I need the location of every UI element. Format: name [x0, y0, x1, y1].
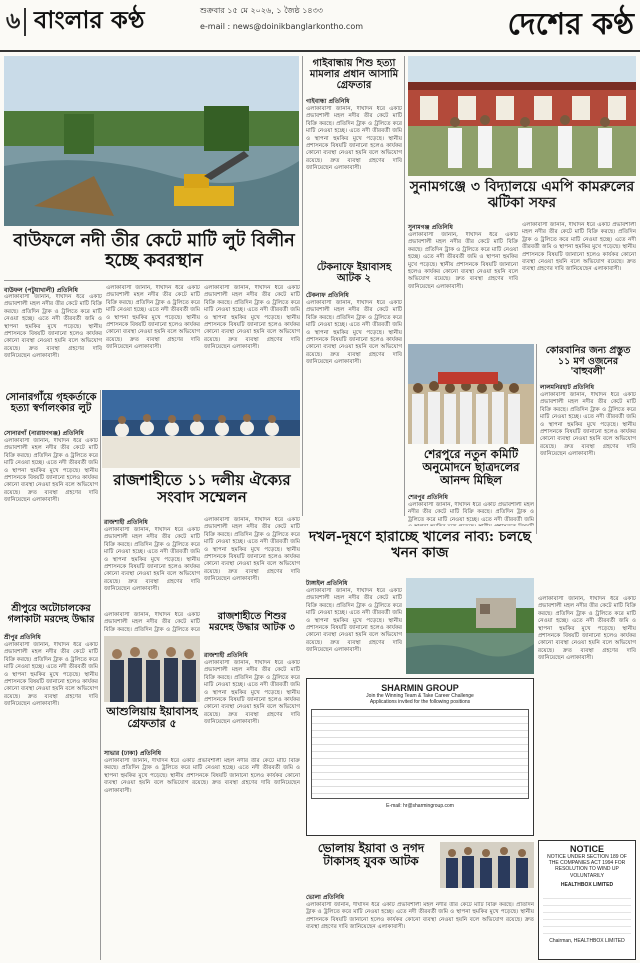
koran-text-2: এলাকাবাসী জানান, দীর্ঘদিন ধরে একটি প্রভাবশালী মহল নদীর তীর কেটে মাটি বিক্রি করছে। প্রতিদিন ট্রাক ও ট্রলিতে করে মাটি নেওয়া হচ্ছে। এতে নদী তীরবর্তী জমি ও স্থাপনা হুমকির মুখে পড়েছে। স্থানীয় প্রশাসনকে বিষয়টি জানানো হলেও কার্যকর কোনো ব্যবস্থা নেওয়া হয়নি বলে অভিযোগ রয়েছে। দ্রুত ব্যবস্থা গ্রহণের দাবি জানিয়েছেন এলাকাবাসী। [538, 596, 636, 662]
notice-ad [538, 840, 636, 960]
procession-photo [408, 344, 534, 444]
baufal-text-2: এলাকাবাসী জানান, দীর্ঘদিন ধরে একটি প্রভাবশালী মহল নদীর তীর কেটে মাটি বিক্রি করছে। প্রতিদিন ট্রাক ও ট্রলিতে করে মাটি নেওয়া হচ্ছে। এতে নদী তীরবর্তী জমি ও স্থাপনা হুমকির মুখে পড়েছে। স্থানীয় প্রশাসনকে বিষয়টি জানানো হলেও কার্যকর কোনো ব্যবস্থা নেওয়া হয়নি বলে অভিযোগ রয়েছে। দ্রুত ব্যবস্থা গ্রহণের দাবি জানিয়েছেন এলাকাবাসী। [106, 285, 200, 351]
baufal-byline: বাউফল (পটুয়াখালী) প্রতিনিধি [4, 287, 78, 294]
rajshahi-byline: রাজশাহী প্রতিনিধি [104, 519, 148, 526]
rajshahi-text-3: এলাকাবাসী জানান, দীর্ঘদিন ধরে একটি প্রভাবশালী মহল নদীর তীর কেটে মাটি বিক্রি করছে। প্রতিদিন ট্রাক ও ট্রলিতে করে [104, 612, 200, 632]
school-visit-photo [408, 56, 636, 176]
ashulia-headline: আশুলিয়ায় ইয়াবাসহ গ্রেফতার ৫ [106, 705, 198, 731]
canal-byline: টাঙ্গাইল প্রতিনিধি [306, 580, 348, 587]
sharmin-group-ad [306, 678, 534, 836]
job-table [311, 709, 529, 799]
ashulia-text: এলাকাবাসী জানান, দীর্ঘদিন ধরে একটি প্রভাবশালী মহল নদীর তীর কেটে মাটি বিক্রি করছে। প্রতিদিন ট্রাক ও ট্রলিতে করে মাটি নেওয়া হচ্ছে। এতে নদী তীরবর্তী জমি ও স্থাপনা হুমকির মুখে পড়েছে। স্থানীয় প্রশাসনকে বিষয়টি জানানো হলেও কার্যকর কোনো ব্যবস্থা নেওয়া হয়নি বলে অভিযোগ রয়েছে। দ্রুত ব্যবস্থা গ্রহণের দাবি জানিয়েছেন এলাকাবাসী। [104, 758, 300, 794]
sunamganj-byline: সুনামগঞ্জ প্রতিনিধি [408, 224, 453, 231]
sonargaon-text: এলাকাবাসী জানান, দীর্ঘদিন ধরে একটি প্রভাবশালী মহল নদীর তীর কেটে মাটি বিক্রি করছে। প্রতিদিন ট্রাক ও ট্রলিতে করে মাটি নেওয়া হচ্ছে। এতে নদী তীরবর্তী জমি ও স্থাপনা হুমকির মুখে পড়েছে। স্থানীয় প্রশাসনকে বিষয়টি জানানো হলেও কার্যকর কোনো ব্যবস্থা নেওয়া হয়নি বলে অভিযোগ রয়েছে। দ্রুত ব্যবস্থা গ্রহণের দাবি জানিয়েছেন এলাকাবাসী। [4, 438, 98, 504]
canal-text-1: এলাকাবাসী জানান, দীর্ঘদিন ধরে একটি প্রভাবশালী মহল নদীর তীর কেটে মাটি বিক্রি করছে। প্রতিদিন ট্রাক ও ট্রলিতে করে মাটি নেওয়া হচ্ছে। এতে নদী তীরবর্তী জমি ও স্থাপনা হুমকির মুখে পড়েছে। স্থানীয় প্রশাসনকে বিষয়টি জানানো হলেও কার্যকর কোনো ব্যবস্থা নেওয়া হয়নি বলে অভিযোগ রয়েছে। দ্রুত ব্যবস্থা গ্রহণের দাবি জানিয়েছেন এলাকাবাসী। [306, 588, 402, 654]
koran-text: এলাকাবাসী জানান, দীর্ঘদিন ধরে একটি প্রভাবশালী মহল নদীর তীর কেটে মাটি বিক্রি করছে। প্রতিদিন ট্রাক ও ট্রলিতে করে মাটি নেওয়া হচ্ছে। এতে নদী তীরবর্তী জমি ও স্থাপনা হুমকির মুখে পড়েছে। স্থানীয় প্রশাসনকে বিষয়টি জানানো হলেও কার্যকর কোনো ব্যবস্থা নেওয়া হয়নি বলে অভিযোগ রয়েছে। দ্রুত ব্যবস্থা গ্রহণের দাবি জানিয়েছেন এলাকাবাসী। [540, 392, 636, 458]
teknaf-byline: টেকনাফ প্রতিনিধি [306, 292, 349, 299]
section-title: দেশের কণ্ঠ [507, 7, 634, 42]
bhola-headline: ভোলায় ইয়াবা ও নগদ টাকাসহ যুবক আটক [317, 841, 425, 869]
sherpur-byline: শেরপুর প্রতিনিধি [408, 494, 448, 501]
rajshahi-child-text: এলাকাবাসী জানান, দীর্ঘদিন ধরে একটি প্রভাবশালী মহল নদীর তীর কেটে মাটি বিক্রি করছে। প্রতিদিন ট্রাক ও ট্রলিতে করে মাটি নেওয়া হচ্ছে। এতে নদী তীরবর্তী জমি ও স্থাপনা হুমকির মুখে পড়েছে। স্থানীয় প্রশাসনকে বিষয়টি জানানো হলেও কার্যকর কোনো ব্যবস্থা নেওয়া হয়নি বলে অভিযোগ রয়েছে। দ্রুত ব্যবস্থা গ্রহণের দাবি জানিয়েছেন এলাকাবাসী। [204, 660, 300, 726]
notice-body [543, 892, 631, 934]
paper-name: বাংলার কণ্ঠ [34, 5, 145, 34]
arrest-photo [104, 636, 200, 702]
sherpur-headline: শেরপুরে নতুন কমিটি অনুমোদনে ছাত্রদলের আনন্দ মিছিল [422, 447, 520, 487]
bhola-text: এলাকাবাসী জানান, দীর্ঘদিন ধরে একটি প্রভাবশালী মহল নদীর তীর কেটে মাটি বিক্রি করছে। প্রতিদিন ট্রাক ও ট্রলিতে করে মাটি নেওয়া হচ্ছে। এতে নদী তীরবর্তী জমি ও স্থাপনা হুমকির মুখে পড়েছে। স্থানীয় প্রশাসনকে বিষয়টি জানানো হলেও কার্যকর কোনো ব্যবস্থা নেওয়া হয়নি বলে অভিযোগ রয়েছে। দ্রুত ব্যবস্থা গ্রহণের দাবি জানিয়েছেন এলাকাবাসী। [306, 902, 534, 931]
sunamganj-headline: সুনামগঞ্জে ৩ বিদ্যালয়ে এমপি কামরুলের ঝটিকা সফর [409, 179, 635, 211]
baufal-headline: বাউফলে নদী তীর কেটে মাটি লুট বিলীন হচ্ছে কবরস্থান [13, 231, 295, 271]
sreepur-headline: শ্রীপুরে অটোচালকের গলাকাটা মরদেহ উদ্ধার [7, 603, 95, 625]
gaibandha-byline: গাইবান্ধা প্রতিনিধি [306, 98, 350, 105]
police-photo [440, 842, 534, 888]
dateline: শুক্রবার ১৫ মে ২০২৬, ১ জৈষ্ঠ ১৪৩৩ [200, 6, 324, 15]
masthead-divider [24, 8, 26, 36]
sreepur-byline: শ্রীপুর প্রতিনিধি [4, 634, 41, 641]
ashulia-byline: সাভার (ঢাকা) প্রতিনিধি [104, 750, 162, 757]
baufal-text-1: এলাকাবাসী জানান, দীর্ঘদিন ধরে একটি প্রভাবশালী মহল নদীর তীর কেটে মাটি বিক্রি করছে। প্রতিদিন ট্রাক ও ট্রলিতে করে মাটি নেওয়া হচ্ছে। এতে নদী তীরবর্তী জমি ও স্থাপনা হুমকির মুখে পড়েছে। স্থানীয় প্রশাসনকে বিষয়টি জানানো হলেও কার্যকর কোনো ব্যবস্থা নেওয়া হয়নি বলে অভিযোগ রয়েছে। দ্রুত ব্যবস্থা গ্রহণের দাবি জানিয়েছেন এলাকাবাসী। [4, 294, 102, 360]
sharmin-ad-line2: Applications invited for the following positions [369, 699, 471, 706]
sonargaon-byline: সোনারগাঁ (নারায়ণগঞ্জ) প্রতিনিধি [4, 430, 84, 437]
email-address: e-mail : news@doinikbanglarkontho.com [200, 22, 363, 31]
column-rule [536, 344, 537, 534]
sharmin-ad-line1: Join the Winning Team & Take Career Challenge [366, 693, 474, 699]
sherpur-text: এলাকাবাসী জানান, দীর্ঘদিন ধরে একটি প্রভাবশালী মহল নদীর তীর কেটে মাটি বিক্রি করছে। প্রতিদিন ট্রাক ও ট্রলিতে করে মাটি নেওয়া হচ্ছে। এতে নদী তীরবর্তী জমি [408, 502, 534, 523]
teknaf-text: এলাকাবাসী জানান, দীর্ঘদিন ধরে একটি প্রভাবশালী মহল নদীর তীর কেটে মাটি বিক্রি করছে। প্রতিদিন ট্রাক ও ট্রলিতে করে মাটি নেওয়া হচ্ছে। এতে নদী তীরবর্তী জমি ও স্থাপনা হুমকির মুখে পড়েছে। স্থানীয় প্রশাসনকে বিষয়টি জানানো হলেও কার্যকর কোনো ব্যবস্থা নেওয়া হয়নি বলে অভিযোগ রয়েছে। দ্রুত ব্যবস্থা গ্রহণের দাবি জানিয়েছেন এলাকাবাসী। [306, 300, 402, 366]
canal-photo [406, 578, 534, 674]
press-conference-photo [102, 390, 300, 468]
notice-company: HEALTHBOX LIMITED [560, 881, 614, 888]
rule [4, 280, 300, 281]
rajshahi-headline: রাজশাহীতে ১১ দলীয় ঐক্যের সংবাদ সম্মেলন [113, 471, 291, 506]
notice-title: NOTICE [569, 844, 604, 854]
column-rule [404, 56, 405, 516]
rajshahi-text-1: এলাকাবাসী জানান, দীর্ঘদিন ধরে একটি প্রভাবশালী মহল নদীর তীর কেটে মাটি বিক্রি করছে। প্রতিদিন ট্রাক ও ট্রলিতে করে মাটি নেওয়া হচ্ছে। এতে নদী তীরবর্তী জমি ও স্থাপনা হুমকির মুখে পড়েছে। স্থানীয় প্রশাসনকে বিষয়টি জানানো হলেও কার্যকর কোনো ব্যবস্থা নেওয়া হয়নি বলে অভিযোগ রয়েছে। দ্রুত ব্যবস্থা গ্রহণের দাবি জানিয়েছেন এলাকাবাসী। [104, 527, 200, 593]
canal-headline: দখল-দূষণে হারাচ্ছে খালের নাব্য: চলছে খনন কাজ [308, 529, 532, 561]
gaibandha-headline: গাইবান্ধায় শিশু হত্যা মামলার প্রধান আসামি গ্রেফতার [309, 58, 399, 92]
sharmin-ad-contact: E-mail: hr@sharmingroup.com [386, 803, 454, 810]
page-number: ৬ [6, 9, 21, 34]
koran-byline: লালমনিরহাট প্রতিনিধি [540, 384, 594, 391]
rajshahi-text-2: এলাকাবাসী জানান, দীর্ঘদিন ধরে একটি প্রভাবশালী মহল নদীর তীর কেটে মাটি বিক্রি করছে। প্রতিদিন ট্রাক ও ট্রলিতে করে মাটি নেওয়া হচ্ছে। এতে নদী তীরবর্তী জমি ও স্থাপনা হুমকির মুখে পড়েছে। স্থানীয় প্রশাসনকে বিষয়টি জানানো হলেও কার্যকর কোনো ব্যবস্থা নেওয়া হয়নি বলে অভিযোগ রয়েছে। দ্রুত ব্যবস্থা গ্রহণের দাবি জানিয়েছেন এলাকাবাসী। [204, 517, 300, 583]
sreepur-text: এলাকাবাসী জানান, দীর্ঘদিন ধরে একটি প্রভাবশালী মহল নদীর তীর কেটে মাটি বিক্রি করছে। প্রতিদিন ট্রাক ও ট্রলিতে করে মাটি নেওয়া হচ্ছে। এতে নদী তীরবর্তী জমি ও স্থাপনা হুমকির মুখে পড়েছে। স্থানীয় প্রশাসনকে বিষয়টি জানানো হলেও কার্যকর কোনো ব্যবস্থা নেওয়া হয়নি বলে অভিযোগ রয়েছে। দ্রুত ব্যবস্থা গ্রহণের দাবি জানিয়েছেন এলাকাবাসী। [4, 642, 98, 708]
masthead [0, 0, 640, 52]
bhola-byline: ভোলা প্রতিনিধি [306, 894, 345, 901]
gaibandha-text: এলাকাবাসী জানান, দীর্ঘদিন ধরে একটি প্রভাবশালী মহল নদীর তীর কেটে মাটি বিক্রি করছে। প্রতিদিন ট্রাক ও ট্রলিতে করে মাটি নেওয়া হচ্ছে। এতে নদী তীরবর্তী জমি ও স্থাপনা হুমকির মুখে পড়েছে। স্থানীয় প্রশাসনকে বিষয়টি জানানো হলেও কার্যকর কোনো ব্যবস্থা নেওয়া হয়নি বলে অভিযোগ রয়েছে। দ্রুত ব্যবস্থা গ্রহণের দাবি জানিয়েছেন এলাকাবাসী। [306, 106, 402, 172]
river-photo [4, 56, 299, 226]
sharmin-ad-title: SHARMIN GROUP [381, 683, 459, 693]
notice-line1: NOTICE UNDER SECTION 189 OF THE COMPANIES ACT 1994 FOR RESOLUTION TO WIND UP VOLUNTARILY [547, 854, 627, 879]
rajshahi-child-byline: রাজশাহী প্রতিনিধি [204, 652, 248, 659]
sunamganj-text-1: এলাকাবাসী জানান, দীর্ঘদিন ধরে একটি প্রভাবশালী মহল নদীর তীর কেটে মাটি বিক্রি করছে। প্রতিদিন ট্রাক ও ট্রলিতে করে মাটি নেওয়া হচ্ছে। এতে নদী তীরবর্তী জমি ও স্থাপনা হুমকির মুখে পড়েছে। স্থানীয় প্রশাসনকে বিষয়টি জানানো হলেও কার্যকর কোনো ব্যবস্থা নেওয়া হয়নি বলে অভিযোগ রয়েছে। দ্রুত ব্যবস্থা গ্রহণের দাবি জানিয়েছেন এলাকাবাসী। [408, 232, 518, 290]
koran-headline: কোরবানির জন্য প্রস্তুত ১১ মণ ওজনের 'বাহুবলী' [545, 345, 631, 378]
notice-signature: Chairman, HEALTHBOX LIMITED [549, 938, 625, 945]
rajshahi-child-headline: রাজশাহীতে শিশুর মরদেহ উদ্ধার আটক ৩ [209, 611, 295, 633]
column-rule [302, 56, 303, 516]
column-rule [100, 390, 101, 960]
teknaf-headline: টেকনাফে ইয়াবাসহ আটক ২ [316, 262, 392, 285]
sonargaon-headline: সোনারগাঁয়ে গৃহকর্তাকে হত্যা স্বর্ণালংকার লুট [5, 392, 97, 415]
sunamganj-text-2: এলাকাবাসী জানান, দীর্ঘদিন ধরে একটি প্রভাবশালী মহল নদীর তীর কেটে মাটি বিক্রি করছে। প্রতিদিন ট্রাক ও ট্রলিতে করে মাটি নেওয়া হচ্ছে। এতে নদী তীরবর্তী জমি ও স্থাপনা হুমকির মুখে পড়েছে। স্থানীয় প্রশাসনকে বিষয়টি জানানো হলেও কার্যকর কোনো ব্যবস্থা নেওয়া হয়নি বলে অভিযোগ রয়েছে। দ্রুত ব্যবস্থা গ্রহণের দাবি জানিয়েছেন এলাকাবাসী। [522, 222, 636, 273]
baufal-text-3: এলাকাবাসী জানান, দীর্ঘদিন ধরে একটি প্রভাবশালী মহল নদীর তীর কেটে মাটি বিক্রি করছে। প্রতিদিন ট্রাক ও ট্রলিতে করে মাটি নেওয়া হচ্ছে। এতে নদী তীরবর্তী জমি ও স্থাপনা হুমকির মুখে পড়েছে। স্থানীয় প্রশাসনকে বিষয়টি জানানো হলেও কার্যকর কোনো ব্যবস্থা নেওয়া হয়নি বলে অভিযোগ রয়েছে। দ্রুত ব্যবস্থা গ্রহণের দাবি জানিয়েছেন এলাকাবাসী। [204, 285, 300, 351]
